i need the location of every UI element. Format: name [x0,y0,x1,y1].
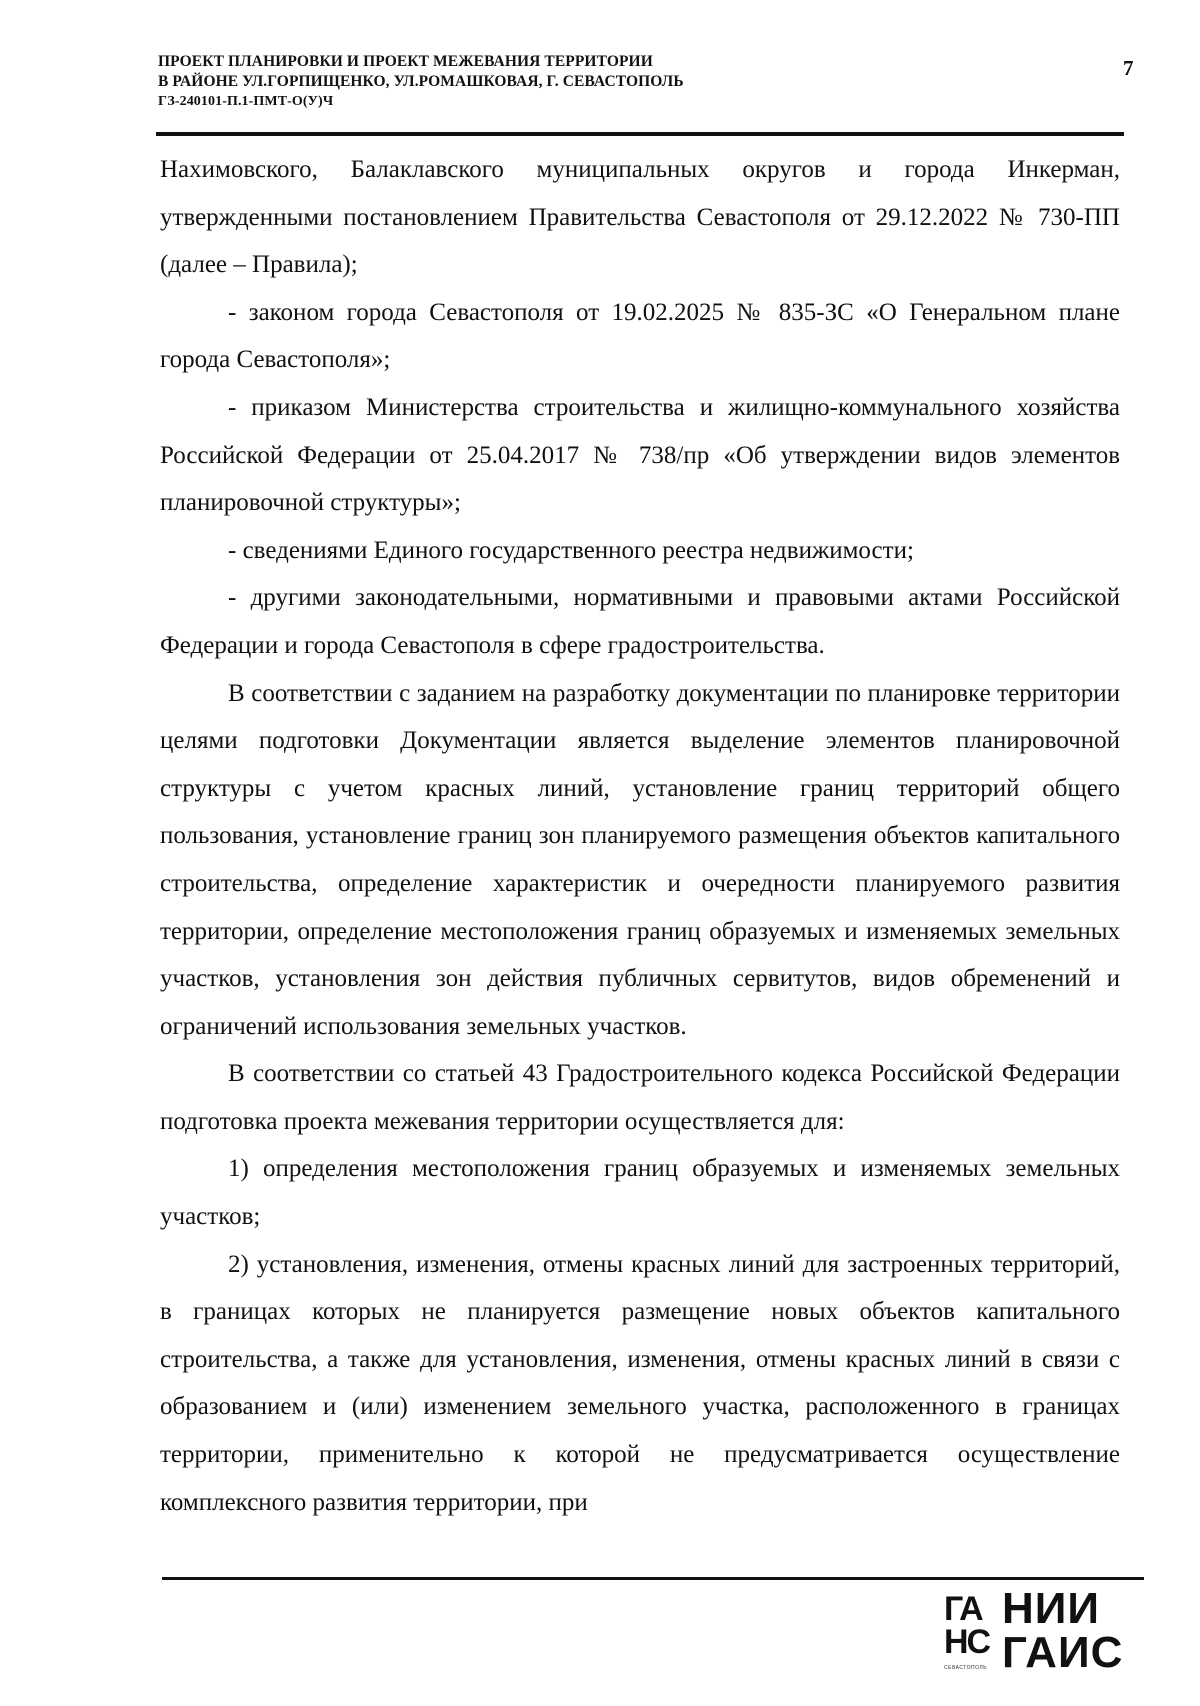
paragraph: В соответствии с заданием на разработку документации по планировке территории целями подготовки Документации является выделение элементов планировочной структуры с учетом красных линий, установление границ территорий общего пользования, установление границ зон планируемого размещения объектов капитального строительства, определение характеристик и очередности планируемого развития территории, определение местоположения границ образуемых и изменяемых земельных участков, установления зон действия публичных сервитутов, видов обременений и ограничений использования земельных участков. [160,679,1120,1040]
header-title-line-2: В РАЙОНЕ УЛ.ГОРПИЩЕНКО, УЛ.РОМАШКОВАЯ, Г. СЕВАСТОПОЛЬ [158,73,684,90]
document-code: ГЗ-240101-П.1-ПМТ-О(У)Ч [158,94,334,109]
header-title-line-1: ПРОЕКТ ПЛАНИРОВКИ И ПРОЕКТ МЕЖЕВАНИЯ ТЕРРИТОРИИ [158,53,653,70]
document-body [160,146,1120,1526]
logo-caption: СЕВАСТОПОЛЬ [944,1665,987,1671]
paragraph: - сведениями Единого государственного реестра недвижимости; [228,536,914,564]
paragraph: В соответствии со статьей 43 Градостроительного кодекса Российской Федерации подготовка проекта межевания территории осуществляется для: [160,1060,1120,1135]
paragraph: 2) установления, изменения, отмены красных линий для застроенных территорий, в границах которых не планируется размещение новых объектов капитального строительства, а также для установления, изменения, отмены красных линий в связи с образованием и (или) изменением земельного участка, расположенного в границах территории, применительно к которой не предусматривается осуществление комплексного развития территории, при [160,1250,1120,1516]
paragraph: - приказом Министерства строительства и жилищно-коммунального хозяйства Российской Федерации от 25.04.2017 № 738/пр «Об утверждении видов элементов планировочной структуры»; [160,393,1120,517]
paragraph: - другими законодательными, нормативными и правовыми актами Российской Федерации и города Севастополя в сфере градостроительства. [160,584,1120,659]
nii-gais-logo [944,1585,1122,1680]
paragraph: 1) определения местоположения границ образуемых и изменяемых земельных участков; [160,1155,1120,1231]
paragraph: - законом города Севастополя от 19.02.2025 № 835-ЗС «О Генеральном плане города Севастополя»; [160,298,1120,374]
logo-mark-icon: ГА НС [944,1590,990,1661]
header-divider [156,132,1124,136]
paragraph: Нахимовского, Балаклавского муниципальных округов и города Инкерман, утвержденными постановлением Правительства Севастополя от 29.12.2022 № 730-ПП (далее – Правила); [160,156,1120,279]
document-header [158,52,1098,112]
logo-name: НИИ ГАИС [1002,1584,1124,1677]
page-number: 7 [1123,56,1134,80]
footer-divider [162,1577,1144,1580]
